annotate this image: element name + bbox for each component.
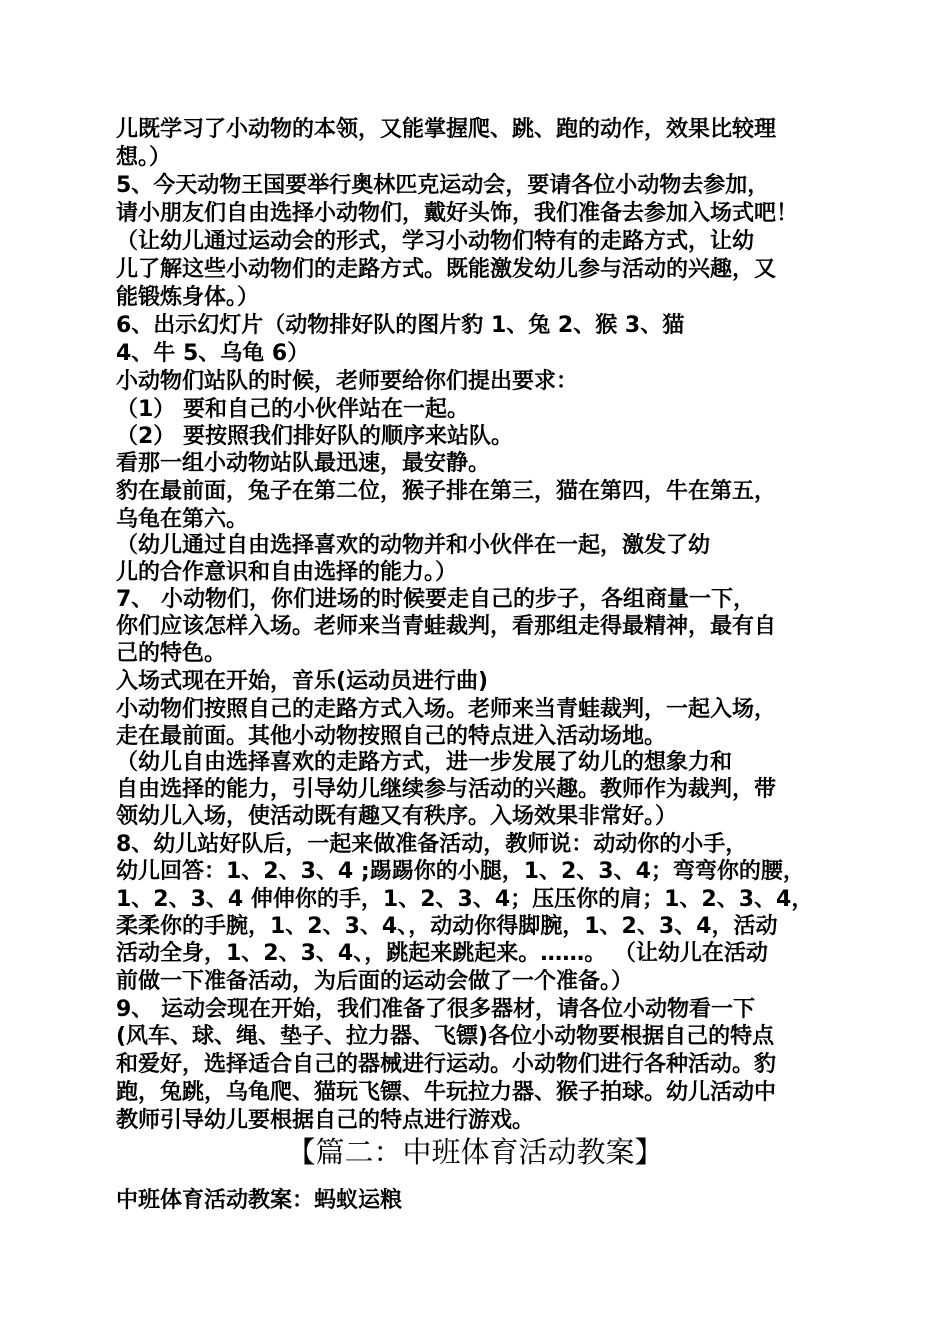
paragraph-line: 儿既学习了小动物的本领，又能掌握爬、跳、跑的动作，效果比较理 bbox=[116, 117, 777, 142]
paragraph-line: 入场式现在开始，音乐(运动员进行曲) bbox=[116, 669, 489, 694]
paragraph-line: （2） 要按照我们排好队的顺序来站队。 bbox=[116, 424, 513, 449]
paragraph-line: 乌龟在第六。 bbox=[116, 507, 249, 532]
lesson-title: 中班体育活动教案：蚂蚁运粮 bbox=[116, 1188, 403, 1213]
paragraph-line: 自由选择的能力，引导幼儿继续参与活动的兴趣。教师作为裁判，带 bbox=[116, 777, 777, 802]
paragraph-line: 领幼儿入场，使活动既有趣又有秩序。入场效果非常好。） bbox=[116, 804, 678, 829]
paragraph-line: （幼儿自由选择喜欢的走路方式，进一步发展了幼儿的想象力和 bbox=[116, 750, 733, 775]
paragraph-line: 1、2、3、4 伸伸你的手，1、2、3、4；压压你的肩；1、2、3、4， bbox=[116, 887, 814, 912]
paragraph-line: 8、幼儿站好队后，一起来做准备活动，教师说：动动你的小手， bbox=[116, 832, 748, 857]
paragraph-line: 走在最前面。其他小动物按照自己的特点进入活动场地。 bbox=[116, 724, 667, 749]
section-heading: 【篇二：中班体育活动教案】 bbox=[286, 1135, 664, 1169]
paragraph-line: 和爱好，选择适合自己的器械进行运动。小动物们进行各种活动。豹 bbox=[116, 1052, 777, 1077]
paragraph-line: 教师引导幼儿要根据自己的特点进行游戏。 bbox=[116, 1108, 535, 1133]
paragraph-line: 豹在最前面，兔子在第二位，猴子排在第三，猫在第四，牛在第五， bbox=[116, 479, 777, 504]
paragraph-line: 看那一组小动物站队最迅速，最安静。 bbox=[116, 451, 491, 476]
paragraph-line: 活动全身，1、2、3、4、，跳起来跳起来。……。 （让幼儿在活动 bbox=[116, 941, 768, 966]
paragraph-line: 儿了解这些小动物们的走路方式。既能激发幼儿参与活动的兴趣，又 bbox=[116, 257, 777, 282]
paragraph-line: 前做一下准备活动，为后面的运动会做了一个准备。） bbox=[116, 969, 634, 994]
paragraph-line: 柔柔你的手腕，1、2、3、4、，动动你得脚腕，1、2、3、4，活动 bbox=[116, 914, 778, 939]
paragraph-line: 能锻炼身体。） bbox=[116, 285, 260, 310]
paragraph-line: 己的特色。 bbox=[116, 641, 227, 666]
paragraph-line: 小动物们按照自己的走路方式入场。老师来当青蛙裁判，一起入场， bbox=[116, 697, 777, 722]
paragraph-line: 7、 小动物们，你们进场的时候要走自己的步子，各组商量一下， bbox=[116, 587, 755, 612]
paragraph-line: 想。） bbox=[116, 145, 172, 170]
paragraph-line: （幼儿通过自由选择喜欢的动物并和小伙伴在一起，激发了幼 bbox=[116, 533, 711, 558]
paragraph-line: 4、牛 5、乌龟 6） bbox=[116, 341, 310, 366]
paragraph-line: 小动物们站队的时候，老师要给你们提出要求： bbox=[116, 369, 579, 394]
paragraph-line: (风车、球、绳、垫子、拉力器、飞镖)各位小动物要根据自己的特点 bbox=[116, 1024, 775, 1049]
paragraph-line: 幼儿回答：1、2、3、4 ;踢踢你的小腿，1、2、3、4；弯弯你的腰， bbox=[116, 859, 805, 884]
paragraph-line: 你们应该怎样入场。老师来当青蛙裁判，看那组走得最精神，最有自 bbox=[116, 614, 777, 639]
paragraph-line: 跑，兔跳，乌龟爬、猫玩飞镖、牛玩拉力器、猴子拍球。幼儿活动中 bbox=[116, 1080, 777, 1105]
paragraph-line: 9、 运动会现在开始，我们准备了很多器材，请各位小动物看一下 bbox=[116, 997, 755, 1022]
paragraph-line: （让幼儿通过运动会的形式，学习小动物们特有的走路方式，让幼 bbox=[116, 229, 755, 254]
paragraph-line: 儿的合作意识和自由选择的能力。） bbox=[116, 560, 458, 585]
paragraph-line: 5、今天动物王国要举行奥林匹克运动会，要请各位小动物去参加， bbox=[116, 173, 770, 198]
paragraph-line: （1） 要和自己的小伙伴站在一起。 bbox=[116, 397, 469, 422]
paragraph-line: 6、出示幻灯片（动物排好队的图片豹 1、兔 2、猴 3、猫 bbox=[116, 313, 685, 338]
paragraph-line: 请小朋友们自由选择小动物们，戴好头饰，我们准备去参加入场式吧！ bbox=[116, 201, 799, 226]
